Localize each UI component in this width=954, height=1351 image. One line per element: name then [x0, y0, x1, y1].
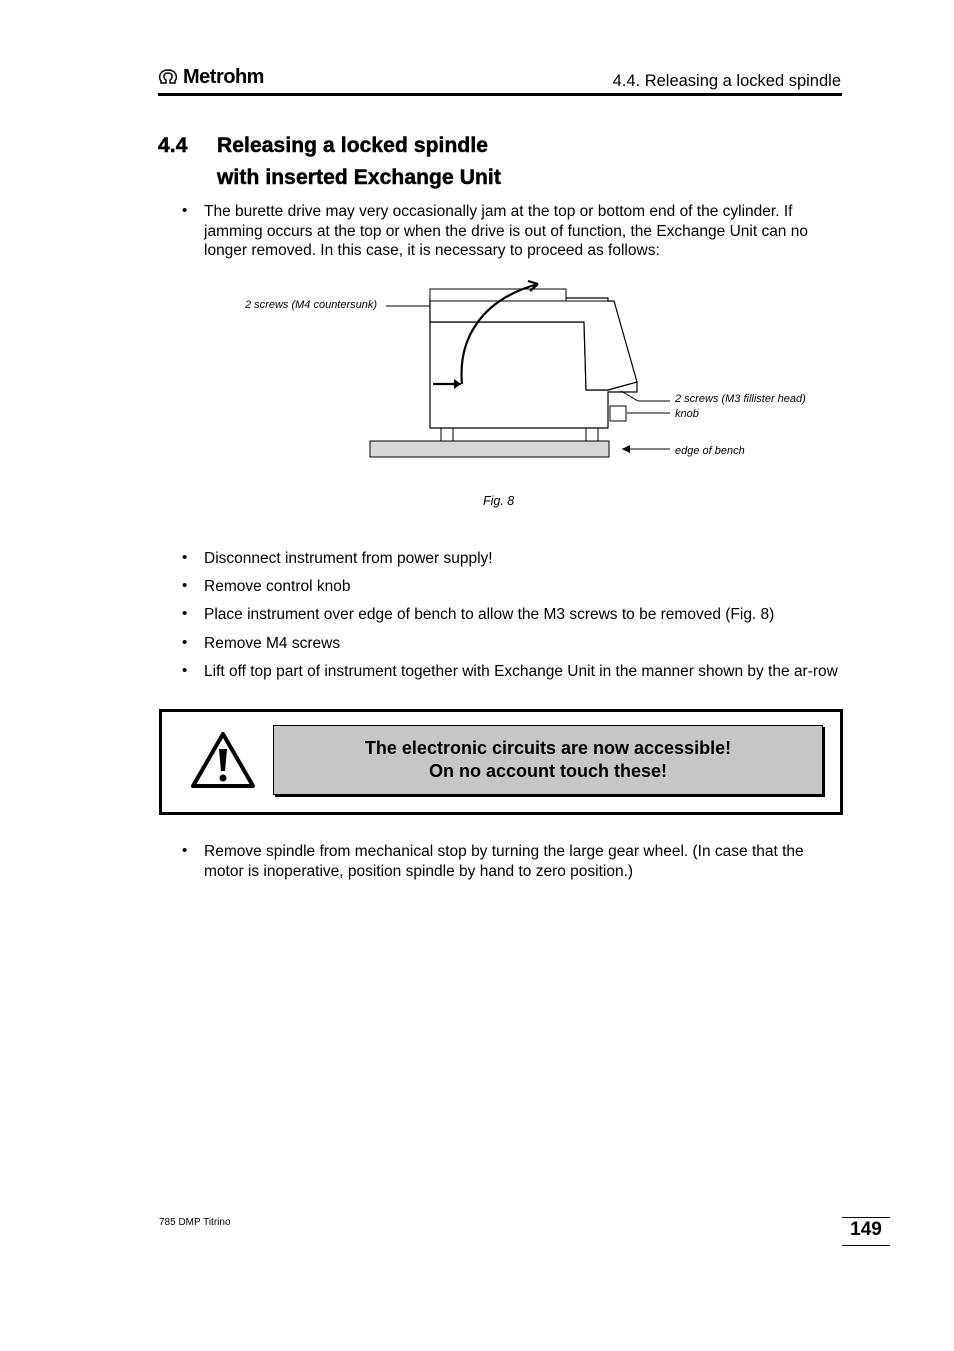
bullet-marker: • [182, 202, 188, 219]
footer-product: 785 DMP Titrino [159, 1217, 231, 1228]
bullet-marker: • [182, 842, 188, 859]
page-number-rule-bottom [842, 1245, 890, 1246]
step-item: Remove control knob [204, 578, 351, 595]
warning-line1: The electronic circuits are now accessible! [364, 738, 732, 758]
figure-caption: Fig. 8 [483, 494, 515, 508]
brand-name: Metrohm [183, 66, 264, 88]
step-item: Lift off top part of instrument together with Exchange Unit in the manner shown by the ar-row [204, 663, 838, 680]
foot-left [441, 428, 453, 441]
bullet-marker: • [182, 549, 188, 566]
header-rule [158, 93, 842, 96]
label-knob: knob [675, 408, 699, 420]
warning-triangle-icon [190, 731, 256, 789]
bullet-marker: • [182, 634, 188, 651]
running-head: 4.4. Releasing a locked spindle [612, 72, 841, 90]
page-number-rule-top [842, 1217, 890, 1218]
bullet-marker: • [182, 577, 188, 594]
intro-paragraph: The burette drive may very occasionally jam at the top or bottom end of the cylinder. If jamming occurs at the top or when the drive is out of function, the Exchange Unit can no longer removed. In this case, it is necessary to proceed as follows: [204, 203, 808, 259]
step-item: Disconnect instrument from power supply! [204, 550, 493, 567]
page-number: 149 [850, 1219, 882, 1240]
section-number: 4.4 [158, 134, 188, 157]
warning-line2: On no account touch these! [428, 761, 667, 781]
bullet-marker: • [182, 662, 188, 679]
step-item: Place instrument over edge of bench to allow the M3 screws to be removed (Fig. 8) [204, 606, 775, 623]
bullet-marker: • [182, 605, 188, 622]
final-step: Remove spindle from mechanical stop by turning the large gear wheel. (In case that the motor is inoperative, position spindle by hand to zero position.) [204, 843, 804, 880]
bench-shape [370, 441, 609, 457]
label-m4-screws: 2 screws (M4 countersunk) [245, 299, 378, 311]
foot-right [586, 428, 598, 441]
knob-shape [610, 406, 626, 421]
label-m3-screws: 2 screws (M3 fillister head) [675, 393, 806, 405]
section-title-line2: with inserted Exchange Unit [217, 166, 501, 189]
warning-message-panel [273, 725, 823, 795]
step-item: Remove M4 screws [204, 635, 341, 652]
section-title-line1: Releasing a locked spindle [217, 134, 489, 157]
label-edge-of-bench: edge of bench [675, 445, 745, 457]
exchange-unit-shape [430, 289, 566, 301]
